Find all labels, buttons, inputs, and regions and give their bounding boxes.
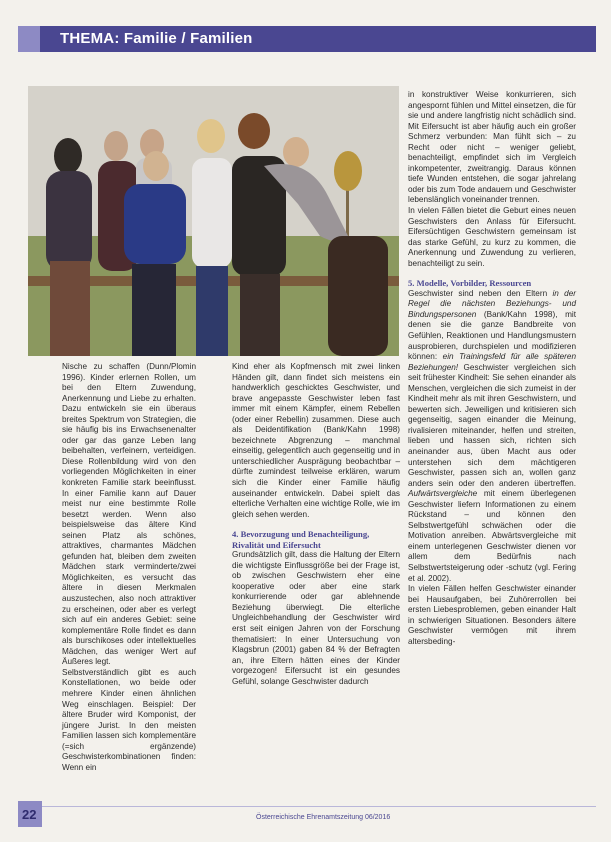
page-number: 22: [22, 807, 37, 822]
article-column-middle: [232, 362, 400, 687]
text-span: (Bank/Kahn 1998), mit denen sie die ganze Bandbreite von Gefühlen, Reaktionen und Handlungsmustern ausprobieren, durchspielen und modifizieren können:: [408, 309, 576, 362]
group-photo: [28, 86, 399, 356]
paragraph: in konstruktiver Weise konkurrieren, sich angespornt fühlen und Mittel einsetzen, die für sie und andere langfristig nicht schädlich sind. Mit Eifersucht ist aber häufig auch ein großer Schmerz verbunden: Man fühlt sich – zu Recht oder nicht – weniger geliebt, benachteiligt, empfindet sich im Vergleich inkompetenter, zweitrangig. Daraus können tiefe Wunden entstehen, die sogar jahrelang oder bis zum Tode andauern und Geschwister lebenslänglich voneinander trennen.: [408, 90, 576, 205]
publication-name: Österreichische Ehrenamtszeitung 06/2016: [256, 814, 391, 821]
paragraph: In vielen Fällen bietet die Geburt eines neuen Geschwisters den Anlass für Eifersucht. Eifersüchtigen Geschwistern gemeinsam ist das starke Gefühl, zu kurz zu kommen, die Anerkennung und Zuwendung zu verlieren, benachteiligt zu sein.: [408, 206, 576, 268]
paragraph: Kind eher als Kopfmensch mit zwei linken Händen gilt, dann findet sich meistens ein handwerklich geschicktes Geschwister, und brave angepasste Geschwister leben fast immer mit einem Kämpfer, einem Rebellen (oder einer Rebellin) zusammen. Diese auch als Deidentifikation (Bank/Kahn 1998) bezeichnete Abgrenzung – manchmal einseitig, gelegentlich auch gegenseitig und in unterschiedlicher Ausprägung beobachtbar – dürfte zumindest teilweise erklären, warum sich die Kinder einer Familie häufig auseinander entwickeln. Dabei spielt das elterliche Verhalten eine wichtige Rolle, wie im gleich sehen werden.: [232, 362, 400, 519]
text-span: mit einem überlegenen Geschwister liefern Informationen zu einem Rückstand – und können den Selbstwertgefühl schwächen oder die Motivation anreiben. Abwärtsvergleiche mit einem unterlegenen Geschwister dienen vor allem dem Bedürfnis nach Selbstwertsteigerung oder -schutz (vgl. Fering et al. 2002).: [408, 489, 576, 583]
paragraph: Grundsätzlich gilt, dass die Haltung der Eltern die wichtigste Einflussgröße bei der Frage ist, ob zwischen Geschwistern eher eine kooperative oder aber eine stark konkurrierende oder gar ablehnende Beziehung überwiegt. Die elterliche Ungleichbehandlung der Geschwister wird erst seit einigen Jahren von der Forschung thematisiert: In einer Untersuchung von Klagsbrun (2001) gaben 84 % der Befragten an, ihre Eltern hätten eines der Kinder vorgezogen! Eifersucht ist ein gesundes Gefühl, solange Geschwister dadurch: [232, 550, 400, 686]
paragraph: In vielen Fällen helfen Geschwister einander bei Hausaufgaben, bei Zuhörerrollen bei ersten Liebesproblemen, geben einander Halt in schwierigen Situationen. Besonders ältere Geschwister vermögen mit ihrem altersbeding-: [408, 584, 576, 646]
paragraph: [408, 289, 576, 584]
paragraph: Selbstverständlich gibt es auch Konstellationen, wo beide oder mehrere Kinder einen ähnlichen Weg einschlagen. Beispiel: Der ältere Bruder wird Komponist, der jüngere Jurist. In den meisten Familien lassen sich komplementäre (=sich ergänzende) Geschwisterkombinationen finden: Wenn ein: [62, 667, 196, 772]
text-span: Geschwister vergleichen sich seit frühester Kindheit: Sie sehen einander als Menschen, vergleichen die sich zumeist in der Kindheit mehr als mit ihren Geschwistern, und bewerten sich. Jeweiligen und kritisieren sich gegenseitig, sagen einander die Meinung, rivalisieren miteinander, helfen und streiten, lieben und hassen sich, richten sich aneinander aus, üben Macht aus oder unterstehen sich dem mächtigeren Geschwister, passen sich an, wollen ganz anders sein oder den anderen übertreffen.: [408, 362, 576, 488]
emphasis-text: ein Trainingsfeld für alle späteren Beziehungen!: [408, 352, 576, 372]
section-heading-4: 4. Bevorzugung und Benachteiligung, Rivalität und Eifersucht: [232, 529, 370, 550]
article-column-right: [408, 90, 576, 647]
section-heading-5: 5. Modelle, Vorbilder, Ressourcen: [408, 278, 532, 289]
photo-illustration: [28, 86, 399, 356]
paragraph: Nische zu schaffen (Dunn/Plomin 1996). Kinder erlernen Rollen, um bei den Eltern Zuwendung, Anerkennung und Liebe zu erhalten. Dazu entwickeln sie ein überaus breites Spektrum von Strategien, die sie häufig bis ins Erwachsenenalter oder gar das ganze Leben lang beibehalten, verfeinern, verteidigen. Diese Rollenbildung wird von den vorliegenden Möglichkeiten in einer konkreten Familie stark beeinflusst. In einer Familie kann auf Dauer meist nur eine bestimmte Rolle besetzt werden. Wenn also beispielsweise das ältere Kind seinen Platz als schönes, attraktives, charmantes Mädchen gefunden hat, bleiben dem zweiten Mädchen stark verminderte/zwei Möglichkeiten, es versucht das ältere in diesen Merkmalen auszustechen, also noch attraktiver zu erscheinen, oder aber es verlegt sich auf ein anderes Gebiet: seine komplementäre Rolle findet es dann als burschikoses oder intellektuelles Mädchen, das weniger Wert auf Äußeres legt.: [62, 362, 196, 667]
page-title: THEMA: Familie / Familien: [60, 30, 253, 47]
emphasis-text: Aufwärtsvergleiche: [408, 489, 478, 499]
article-column-left: [62, 362, 196, 773]
emphasis-text: in der Regel die nächsten Beziehungs- und Bindungspersonen: [408, 288, 576, 319]
text-span: Geschwister sind neben den Eltern: [408, 288, 553, 298]
header-accent-block: [18, 26, 40, 52]
footer-divider: [18, 806, 596, 807]
